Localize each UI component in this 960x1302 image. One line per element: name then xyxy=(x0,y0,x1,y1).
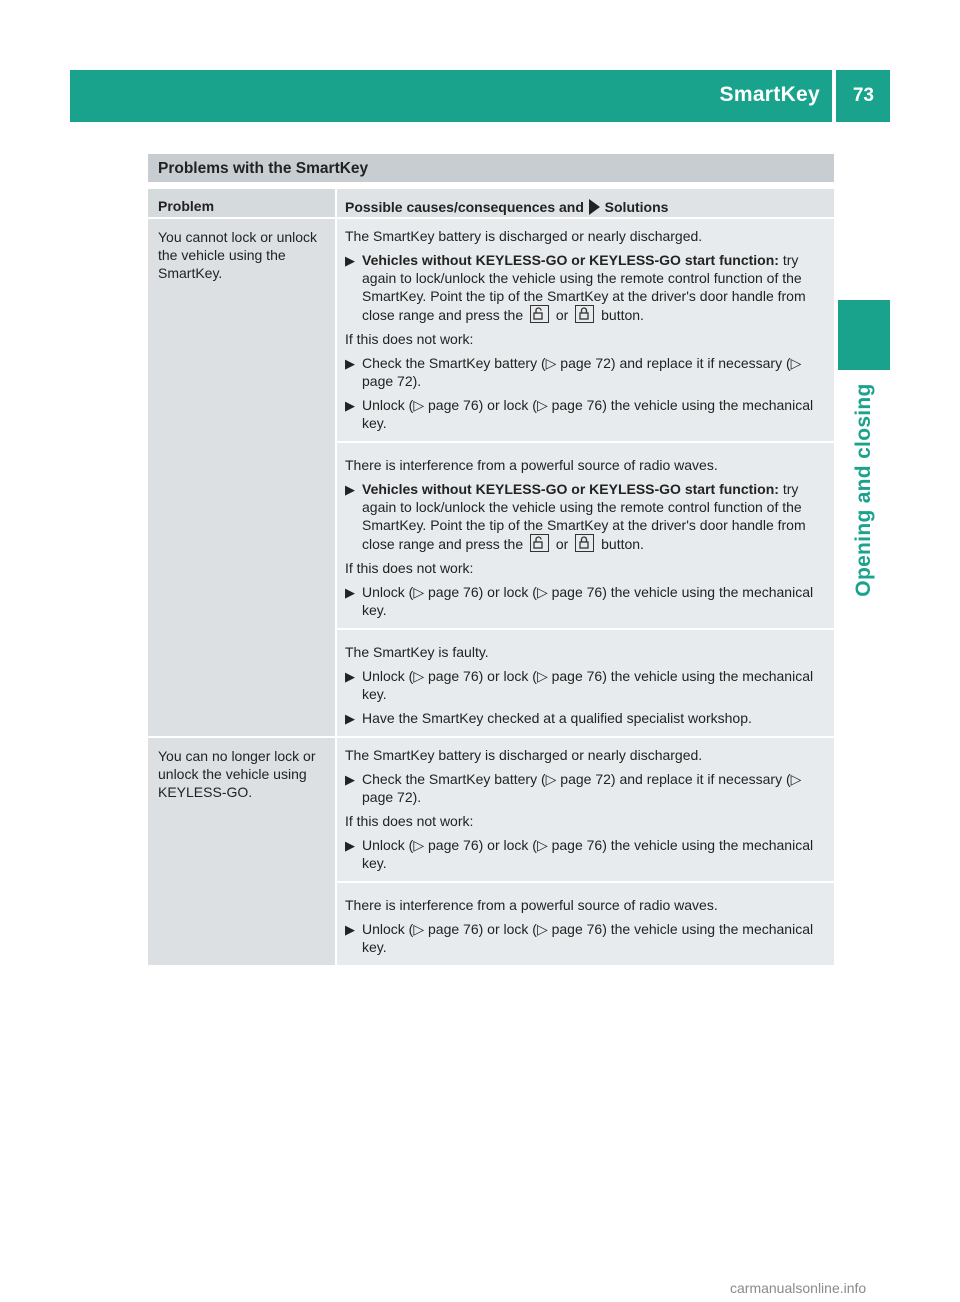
step-text: Unlock (▷ page 76) or lock (▷ page 76) the vehicle using the mechanical key. xyxy=(362,837,814,871)
problem-cell: You can no longer lock or unlock the vehicle using KEYLESS-GO. xyxy=(148,738,335,965)
action-arrow-icon xyxy=(589,199,600,215)
solutions-cell xyxy=(335,738,834,965)
lock-button-icon xyxy=(575,534,594,552)
note-text: If this does not work: xyxy=(345,560,474,576)
action-arrow-icon: ▶ xyxy=(345,253,355,268)
step-text: try again to lock/unlock the vehicle using the remote control function of the SmartKey. Point the tip of the SmartKey at the driver's door handle from close range and press the xyxy=(362,481,806,552)
side-tab-marker xyxy=(838,300,890,370)
cause-text: There is interference from a powerful source of radio waves. xyxy=(345,897,718,913)
page-number: 73 xyxy=(852,85,874,106)
cause-block xyxy=(337,738,834,881)
action-arrow-icon: ▶ xyxy=(345,482,355,497)
cause-block xyxy=(337,628,834,736)
column-header-post: Solutions xyxy=(604,199,669,215)
step-text: Have the SmartKey checked at a qualified specialist workshop. xyxy=(362,710,752,726)
step-text: Unlock (▷ page 76) or lock (▷ page 76) the vehicle using the mechanical key. xyxy=(362,921,814,955)
side-chapter-label: Opening and closing xyxy=(852,383,875,597)
cause-block xyxy=(337,441,834,628)
solution-step xyxy=(345,920,826,956)
solution-step xyxy=(345,480,826,553)
step-text: Check the SmartKey battery (▷ page 72) and replace it if necessary (▷ page 72). xyxy=(362,771,802,805)
solution-step xyxy=(345,836,826,872)
solution-step xyxy=(345,583,826,619)
note-text: If this does not work: xyxy=(345,813,474,829)
action-arrow-icon: ▶ xyxy=(345,356,355,371)
step-text: Unlock (▷ page 76) or lock (▷ page 76) the vehicle using the mechanical key. xyxy=(362,668,814,702)
solution-step xyxy=(345,709,826,727)
step-text: Unlock (▷ page 76) or lock (▷ page 76) the vehicle using the mechanical key. xyxy=(362,397,814,431)
column-header-solutions xyxy=(335,189,834,217)
note-text: If this does not work: xyxy=(345,331,474,347)
action-arrow-icon: ▶ xyxy=(345,398,355,413)
solution-step xyxy=(345,770,826,806)
table-header-row xyxy=(148,189,834,219)
action-arrow-icon: ▶ xyxy=(345,772,355,787)
action-arrow-icon: ▶ xyxy=(345,922,355,937)
step-text: try again to lock/unlock the vehicle using the remote control function of the SmartKey. Point the tip of the SmartKey at the driver's door handle from close range and press the xyxy=(362,252,806,323)
step-heading: Vehicles without KEYLESS-GO or KEYLESS-GO start function: xyxy=(362,481,779,497)
solution-step xyxy=(345,354,826,390)
table-row xyxy=(148,219,834,738)
lock-button-icon xyxy=(575,305,594,323)
solution-step xyxy=(345,251,826,324)
cause-block xyxy=(337,219,834,441)
column-header-pre: Possible causes/consequences and xyxy=(345,199,584,215)
step-heading: Vehicles without KEYLESS-GO or KEYLESS-GO start function: xyxy=(362,252,779,268)
problem-cell: You cannot lock or unlock the vehicle using the SmartKey. xyxy=(148,219,335,736)
action-arrow-icon: ▶ xyxy=(345,838,355,853)
solution-step xyxy=(345,396,826,432)
header-title: SmartKey xyxy=(719,83,820,106)
step-text-end: button. xyxy=(601,307,644,323)
step-or: or xyxy=(555,536,569,552)
header-bar xyxy=(70,70,890,122)
unlock-button-icon xyxy=(530,305,549,323)
cause-block xyxy=(337,881,834,965)
cause-text: The SmartKey is faulty. xyxy=(345,644,489,660)
solution-step xyxy=(345,667,826,703)
step-text: Check the SmartKey battery (▷ page 72) and replace it if necessary (▷ page 72). xyxy=(362,355,802,389)
step-or: or xyxy=(555,307,569,323)
action-arrow-icon: ▶ xyxy=(345,585,355,600)
header-divider xyxy=(832,70,836,122)
cause-text: The SmartKey battery is discharged or nearly discharged. xyxy=(345,228,703,244)
step-text: Unlock (▷ page 76) or lock (▷ page 76) the vehicle using the mechanical key. xyxy=(362,584,814,618)
action-arrow-icon: ▶ xyxy=(345,669,355,684)
cause-text: There is interference from a powerful source of radio waves. xyxy=(345,457,718,473)
table-row xyxy=(148,738,834,967)
cause-text: The SmartKey battery is discharged or nearly discharged. xyxy=(345,747,703,763)
unlock-button-icon xyxy=(530,534,549,552)
step-text-end: button. xyxy=(601,536,644,552)
section-title: Problems with the SmartKey xyxy=(148,154,834,182)
column-header-problem: Problem xyxy=(148,189,335,217)
solutions-cell xyxy=(335,219,834,736)
action-arrow-icon: ▶ xyxy=(345,711,355,726)
watermark: carmanualsonline.info xyxy=(730,1280,867,1296)
problems-table xyxy=(148,189,834,967)
